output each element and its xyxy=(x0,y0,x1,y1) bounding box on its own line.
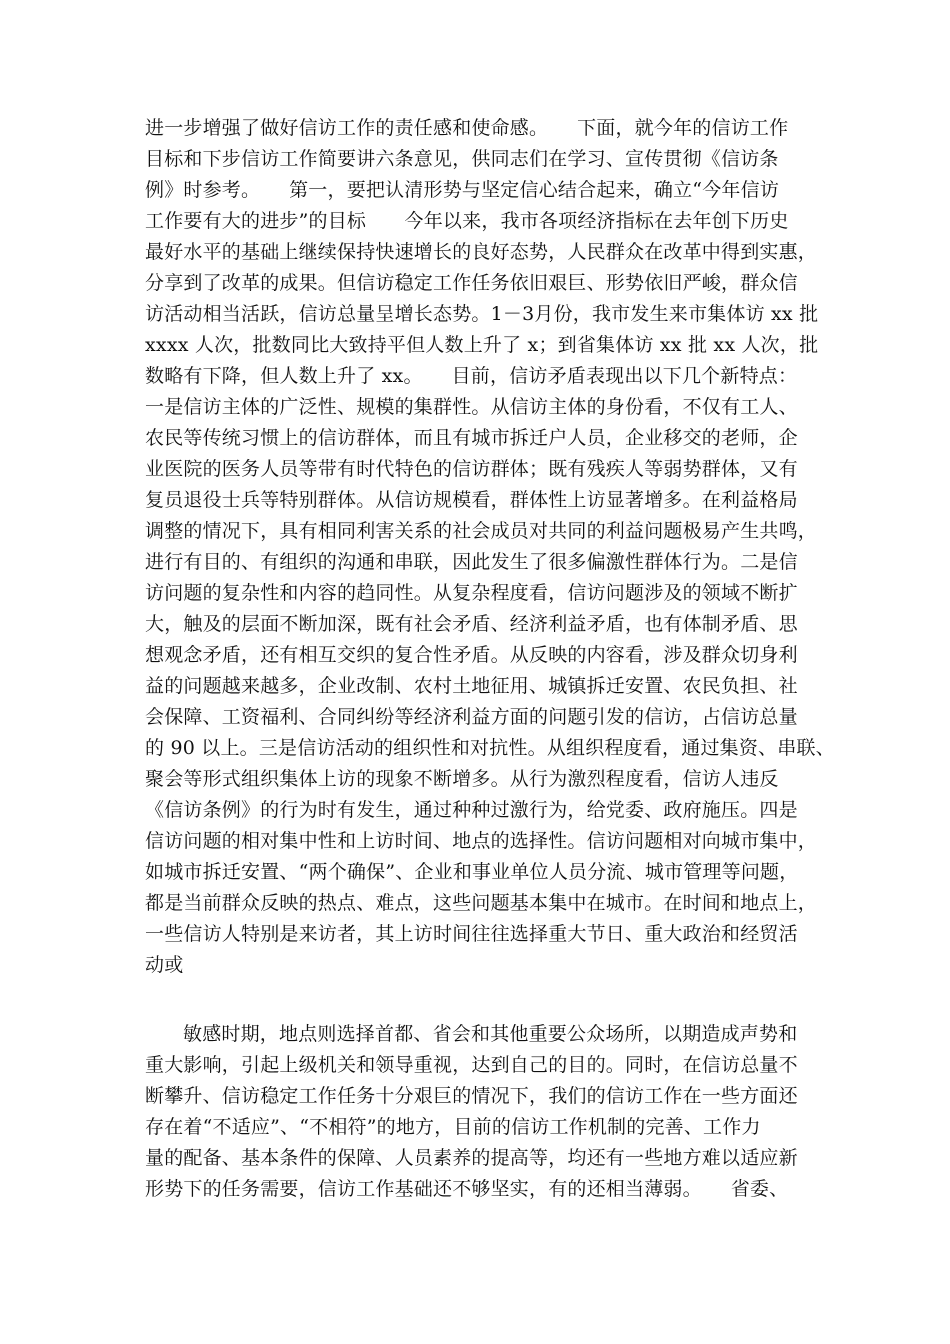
text-line: 工作要有大的进步”的目标 今年以来，我市各项经济指标在去年创下历史 xyxy=(145,210,789,232)
text-line: 农民等传统习惯上的信访群体，而且有城市拆迁户人员，企业移交的老师，企 xyxy=(145,427,798,449)
text-line: 断攀升、信访稳定工作任务十分艰巨的情况下，我们的信访工作在一些方面还 xyxy=(145,1085,798,1107)
text-line: 大，触及的层面不断加深，既有社会矛盾、经济利益矛盾，也有体制矛盾、思 xyxy=(145,613,798,635)
text-line: 最好水平的基础上继续保持快速增长的良好态势，人民群众在改革中得到实惠， xyxy=(145,241,818,263)
text-line: 重大影响，引起上级机关和领导重视，达到自己的目的。同时，在信访总量不 xyxy=(145,1054,798,1076)
text-line: 如城市拆迁安置、“两个确保”、企业和事业单位人员分流、城市管理等问题， xyxy=(145,861,799,883)
text-line: 目标和下步信访工作简要讲六条意见，供同志们在学习、宣传贯彻《信访条 xyxy=(145,148,779,170)
text-line: 敏感时期，地点则选择首都、省会和其他重要公众场所，以期造成声势和 xyxy=(183,1023,798,1045)
text-line: 进行有目的、有组织的沟通和串联，因此发生了很多偏激性群体行为。二是信 xyxy=(145,551,798,573)
text-line: 访问题的复杂性和内容的趋同性。从复杂程度看，信访问题涉及的领域不断扩 xyxy=(145,582,798,604)
text-line: 进一步增强了做好信访工作的责任感和使命感。 下面，就今年的信访工作 xyxy=(145,117,789,139)
text-line: 复员退役士兵等特别群体。从信访规模看，群体性上访显著增多。在利益格局 xyxy=(145,489,798,511)
text-line: 访活动相当活跃，信访总量呈增长态势。1－3月份，我市发生来市集体访 xx 批 xyxy=(145,303,819,325)
text-line: 会保障、工资福利、合同纠纷等经济利益方面的问题引发的信访，占信访总量 xyxy=(145,706,798,728)
text-line: 调整的情况下，具有相同利害关系的社会成员对共同的利益问题极易产生共鸣， xyxy=(145,520,818,542)
text-line: 《信访条例》的行为时有发生，通过种种过激行为，给党委、政府施压。四是 xyxy=(145,799,798,821)
text-line: xxxx 人次，批数同比大致持平但人数上升了 x；到省集体访 xx 批 xx 人次，批 xyxy=(145,334,819,356)
text-line: 量的配备、基本条件的保障、人员素养的提高等，均还有一些地方难以适应新 xyxy=(145,1147,798,1169)
text-line: 益的问题越来越多，企业改制、农村土地征用、城镇拆迁安置、农民负担、社 xyxy=(145,675,798,697)
text-line: 形势下的任务需要，信访工作基础还不够坚实，有的还相当薄弱。 省委、 xyxy=(145,1178,789,1200)
text-line: 业医院的医务人员等带有时代特色的信访群体；既有残疾人等弱势群体，又有 xyxy=(145,458,798,480)
text-line: 分享到了改革的成果。但信访稳定工作任务依旧艰巨、形势依旧严峻，群众信 xyxy=(145,272,798,294)
text-line: 想观念矛盾，还有相互交织的复合性矛盾。从反映的内容看，涉及群众切身利 xyxy=(145,644,798,666)
text-line: 一些信访人特别是来访者，其上访时间往往选择重大节日、重大政治和经贸活 xyxy=(145,923,798,945)
text-line: 存在着“不适应”、“不相符”的地方，目前的信访工作机制的完善、工作力 xyxy=(145,1116,761,1138)
text-line: 的 90 以上。三是信访活动的组织性和对抗性。从组织程度看，通过集资、串联、 xyxy=(145,737,835,759)
text-line: 例》时参考。 第一，要把认清形势与坚定信心结合起来，确立“今年信访 xyxy=(145,179,780,201)
text-line: 一是信访主体的广泛性、规模的集群性。从信访主体的身份看，不仅有工人、 xyxy=(145,396,798,418)
text-line: 数略有下降，但人数上升了 xx。 目前，信访矛盾表现出以下几个新特点： xyxy=(145,365,798,387)
text-line: 信访问题的相对集中性和上访时间、地点的选择性。信访问题相对向城市集中， xyxy=(145,830,818,852)
text-line: 动或 xyxy=(145,954,184,976)
text-line: 都是当前群众反映的热点、难点，这些问题基本集中在城市。在时间和地点上， xyxy=(145,892,818,914)
text-line: 聚会等形式组织集体上访的现象不断增多。从行为激烈程度看，信访人违反 xyxy=(145,768,779,790)
